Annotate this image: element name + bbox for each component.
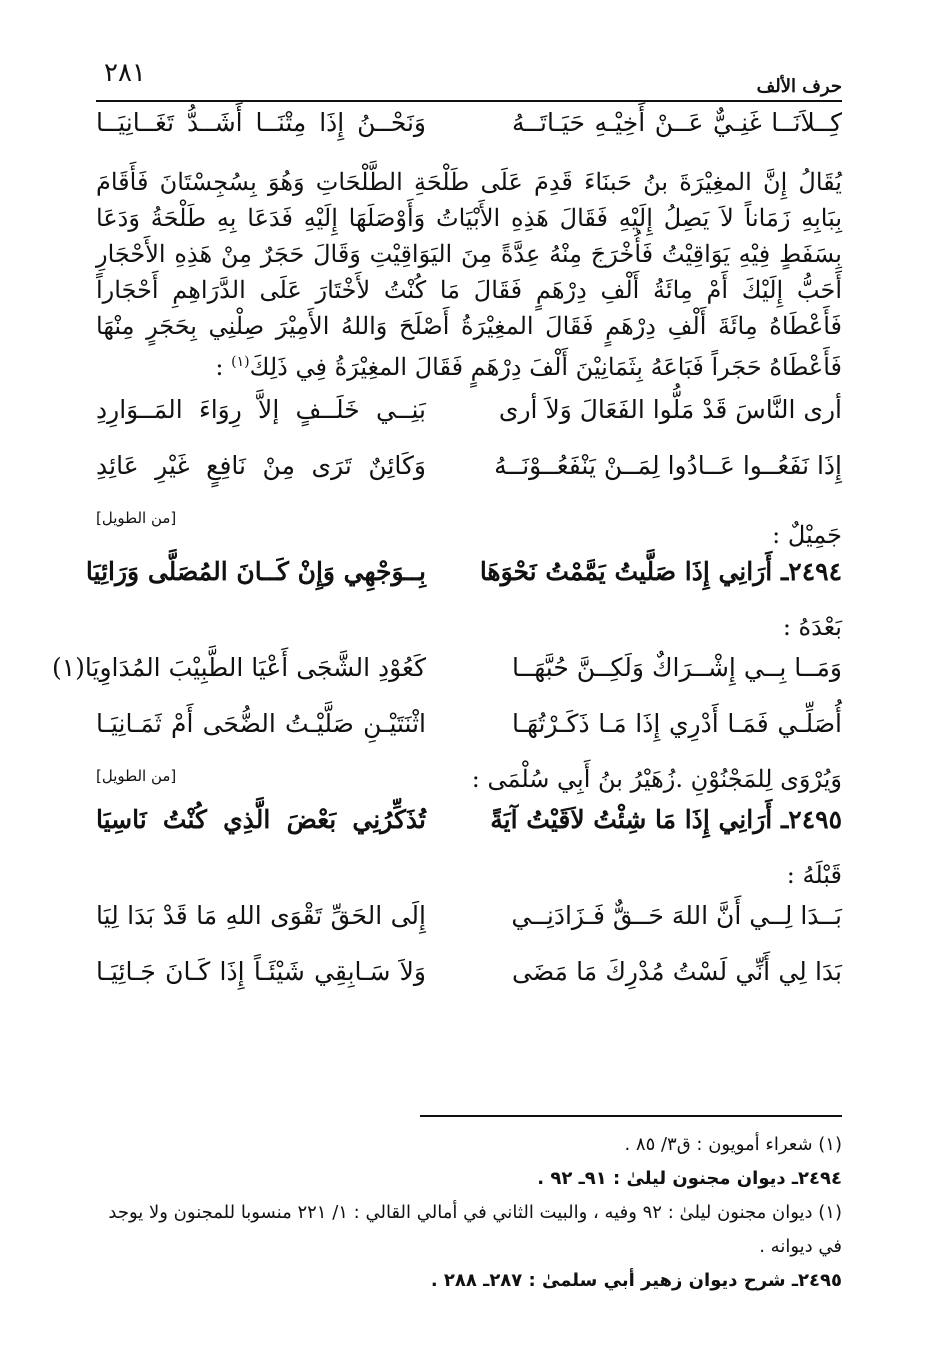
hemistich-second: وَكَائِنٌ تَرَى مِنْ نَافِعٍ غَيْرِ عَائِدِ xyxy=(96,451,426,480)
entry-hemistich-first xyxy=(490,805,842,834)
footnote-mark: (١) xyxy=(231,354,250,370)
hemistich-first: وَمَــا بِــي إِشْــرَاكٌ وَلَكِــنَّ حُبَّهَــا xyxy=(512,653,842,682)
speaker-text: جَمِيْلٌ : xyxy=(772,521,842,549)
before-line xyxy=(96,861,842,901)
entry-2494 xyxy=(85,557,842,613)
entry-number: ٢٤٩٤ـ xyxy=(780,557,842,586)
hemistich-second: كَعُوْدِ الشَّجَى أَعْيَا الطَّبِيْبَ المُدَاوِيَا(١) xyxy=(51,653,426,682)
prose-text: يُقَالُ إِنَّ المغِيْرَةَ بنُ حَبنَاءَ قَدِمَ عَلَى طَلْحَةِ الطَّلْحَاتِ وَهُوَ بِسُجِسْتَانَ فَأَقَامَ بِبَابِهِ زَمَاناً لاَ يَصِلُ إِلَيْهِ فَقَالَ هَذِهِ الأَبْيَاتُ وَأَوْصَلَهَا إِلَيْهِ فَدَعَا بِهِ طَلْحَةُ وَدَعَا بِسَفَطٍ فِيْهِ يَوَاقِيْتُ فَأُخْرَجَ مِنْهُ عِدَّةً مِنَ اليَوَاقِيْتِ وَقَالَ حَجَرٌ مِنْ هَذِهِ الأَحْجَارِ أَحَبُّ إِلَيْكَ أَمْ مِائَةُ أَلْفِ دِرْهَمٍ فَقَالَ مَا كُنْتُ لأَخْتَارَ عَلَى الدَّرَاهِمِ أَحْجَاراً فَأَعْطَاهُ مِائَةَ أَلْفِ دِرْهَمٍ فَقَالَ المغِيْرَةُ أَصْلَحَ وَاللهُ الأَمِيْرَ صِلْنِي بِحَجَرٍ مِنْهَا فَأَعْطَاهُ حَجَراً فَبَاعَهُ بِثَمَانِيْنَ أَلْفَ دِرْهَمٍ فَقَالَ المغِيْرَةُ فِي ذَلِكَ xyxy=(96,168,842,381)
hemistich-second: إِلَى الحَقِّ تَقْوَى اللهِ مَا قَدْ بَدَا لِيَا xyxy=(96,901,426,930)
hemistich-first: كِــلاَنَــا غَنِـيٌّ عَــنْ أَخِيْـهِ حَيَـاتَــهُ xyxy=(512,108,842,137)
footnote-2494: ٢٤٩٤ـ ديوان مجنون ليلىٰ : ٩١ـ ٩٢ . xyxy=(537,1168,842,1189)
meter-label: [من الطويل] xyxy=(96,767,177,785)
poem-2-verse-2 xyxy=(96,709,842,765)
main-text xyxy=(51,108,842,1013)
hemistich-first: أرى النَّاسَ قَدْ مَلُّوا الفَعَالَ وَلاَ أرى xyxy=(498,395,842,424)
header-rule xyxy=(96,100,842,102)
poem-2-verse-1 xyxy=(51,653,842,709)
entry-number: ٢٤٩٥ـ xyxy=(780,805,842,834)
entry-hemistich-first xyxy=(479,557,842,586)
entry-hemistich-second: تُذَكِّرُنِي بَعْضَ الَّذِي كُنْتُ نَاسِيَا xyxy=(96,805,426,834)
poem-3-verse-1 xyxy=(96,901,842,957)
hemistich-second: وَنَحْــنُ إِذَا مِتْنَــا أَشَــدُّ تَغَــانِيَــا xyxy=(96,108,426,137)
attribution-text: وَيُرْوَى لِلمَجْنُوْنِ .زُهَيْرُ بنُ أَبِي سُلْمَى : xyxy=(471,765,842,793)
after-line xyxy=(96,613,842,653)
hemistich-first: بَــدَا لِــي أَنَّ اللهَ حَــقٌّ فَـزَادَنِــي xyxy=(511,901,842,930)
entry-first-text: أَرَانِي إِذَا صَلَّيتُ يَمَّمْتُ نَحْوَهَا xyxy=(479,557,773,586)
speaker-line xyxy=(96,507,842,547)
attribution-line xyxy=(96,765,842,805)
prose-paragraph xyxy=(96,164,842,385)
entry-2495 xyxy=(96,805,842,861)
footnote-1b: (١) ديوان مجنون ليلىٰ : ٩٢ وفيه ، والبيت الثاني في أمالي القالي : ١/ ٢٢١ منسوبا للمجنون ولا يوجد في ديوانه . xyxy=(108,1202,842,1257)
hemistich-first: بَدَا لِي أَنِّي لَسْتُ مُدْرِكَ مَا مَضَى xyxy=(512,957,842,986)
before-text: قَبْلَهُ : xyxy=(786,861,842,889)
entry-hemistich-second: بِــوَجْهِي وَإِنْ كَــانَ المُصَلَّى وَرَائِيَا xyxy=(85,557,426,586)
running-head xyxy=(96,58,842,98)
entry-first-text: أَرَانِي إِذَا مَا شِئْتُ لاَقَيْتُ آيَةً xyxy=(490,805,773,834)
footnote-rule xyxy=(420,1115,842,1117)
hemistich-first: إِذَا نَفَعُــوا عَــادُوا لِمَــنْ يَنْفَعُــوْنَــهُ xyxy=(494,451,842,480)
poem-3-verse-2 xyxy=(96,957,842,1013)
after-text: بَعْدَهُ : xyxy=(782,613,842,641)
hemistich-first: أُصَلِّـي فَمَـا أَدْرِي إِذَا مَـا ذَكَـرْتُهَـا xyxy=(512,709,842,738)
hemistich-second: بَنِــي خَلَــفٍ إلاَّ رِوَاءَ المَــوَارِدِ xyxy=(96,395,426,424)
footnotes xyxy=(80,1128,842,1298)
footnote-1: (١) شعراء أمويون : ق٣/ ٨٥ . xyxy=(624,1134,842,1155)
prose-colon: : xyxy=(215,353,224,381)
footnote-2495: ٢٤٩٥ـ شرح ديوان زهير أبي سلمىٰ : ٢٨٧ـ ٢٨٨ . xyxy=(430,1270,842,1291)
hemistich-second: اثْنَتَيْـنِ صَلَّيْـتُ الضُّحَى أَمْ ثَمَـانِيَـا xyxy=(96,709,426,738)
chapter-title: حرف الألف xyxy=(756,76,842,97)
poem-1-verse-2 xyxy=(96,451,842,507)
hemistich-second: وَلاَ سَـابِقِي شَيْئَـاً إِذَا كَـانَ جَـائِيَـا xyxy=(96,957,426,986)
poem-1-verse-1 xyxy=(96,395,842,451)
page-number: ٢٨١ xyxy=(104,58,146,88)
meter-label: [من الطويل] xyxy=(96,509,177,527)
opening-verse xyxy=(96,108,842,164)
